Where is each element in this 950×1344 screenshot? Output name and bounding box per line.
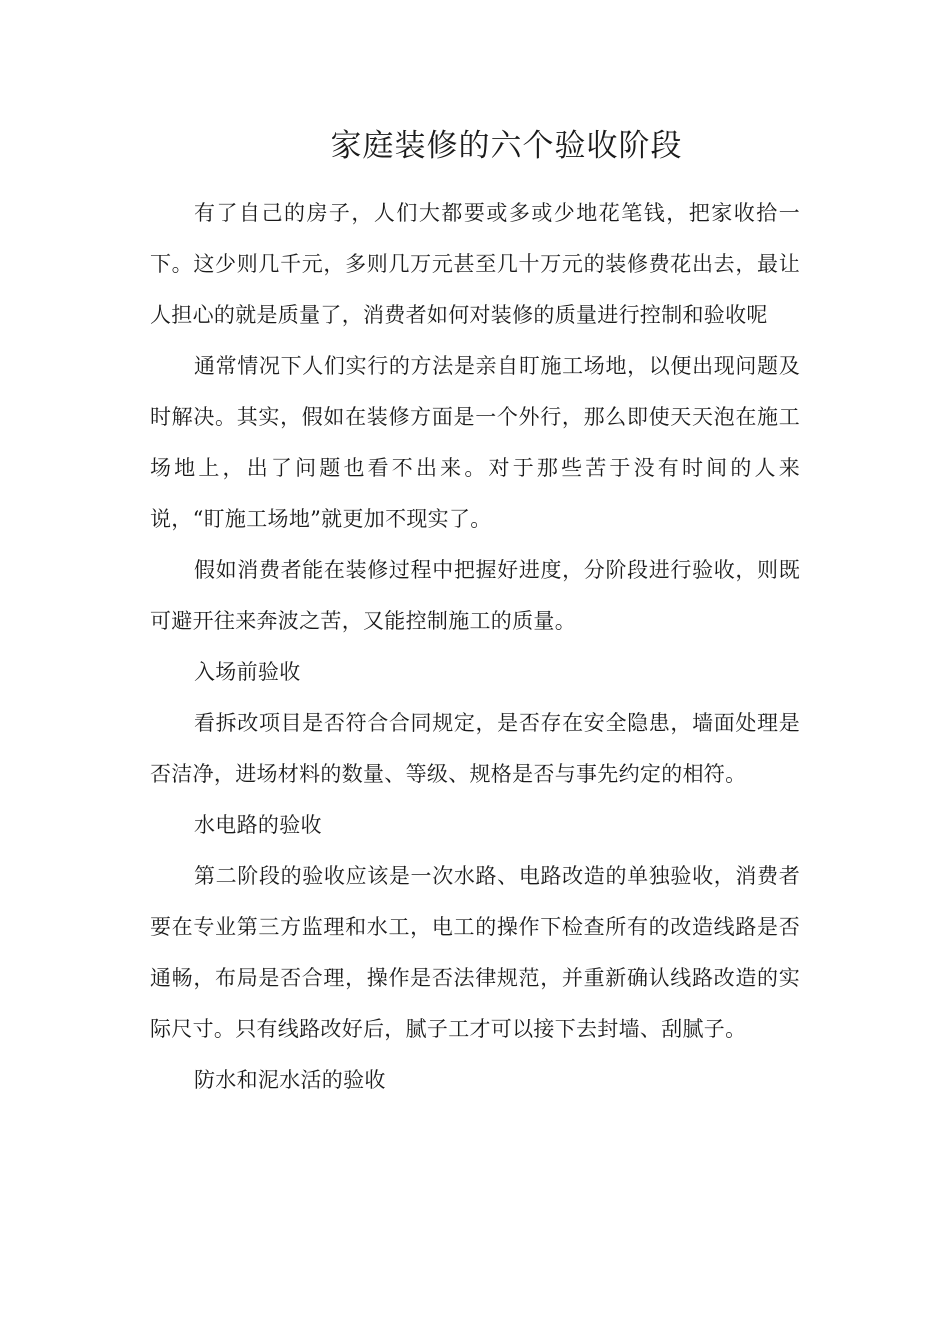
section-heading: 水电路的验收 xyxy=(194,813,322,837)
document-body xyxy=(150,188,800,1106)
paragraph: 假如消费者能在装修过程中把握好进度，分阶段进行验收，则既可避开往来奔波之苦，又能控制施工的质量。 xyxy=(150,558,800,633)
section-heading: 防水和泥水活的验收 xyxy=(194,1068,386,1092)
paragraph: 通常情况下人们实行的方法是亲自盯施工场地，以便出现问题及时解决。其实，假如在装修方面是一个外行，那么即使天天泡在施工场地上，出了问题也看不出来。对于那些苦于没有时间的人来说，“盯施工场地”就更加不现实了。 xyxy=(150,354,800,531)
section-heading: 入场前验收 xyxy=(194,660,301,684)
paragraph: 看拆改项目是否符合合同规定，是否存在安全隐患，墙面处理是否洁净，进场材料的数量、等级、规格是否与事先约定的相符。 xyxy=(150,711,800,786)
document-title: 家庭装修的六个验收阶段 xyxy=(330,128,683,164)
paragraph: 第二阶段的验收应该是一次水路、电路改造的单独验收，消费者要在专业第三方监理和水工，电工的操作下检查所有的改造线路是否通畅，布局是否合理，操作是否法律规范，并重新确认线路改造的实际尺寸。只有线路改好后，腻子工才可以接下去封墙、刮腻子。 xyxy=(150,864,800,1041)
paragraph: 有了自己的房子，人们大都要或多或少地花笔钱，把家收拾一下。这少则几千元，多则几万元甚至几十万元的装修费花出去，最让人担心的就是质量了，消费者如何对装修的质量进行控制和验收呢 xyxy=(150,201,800,327)
